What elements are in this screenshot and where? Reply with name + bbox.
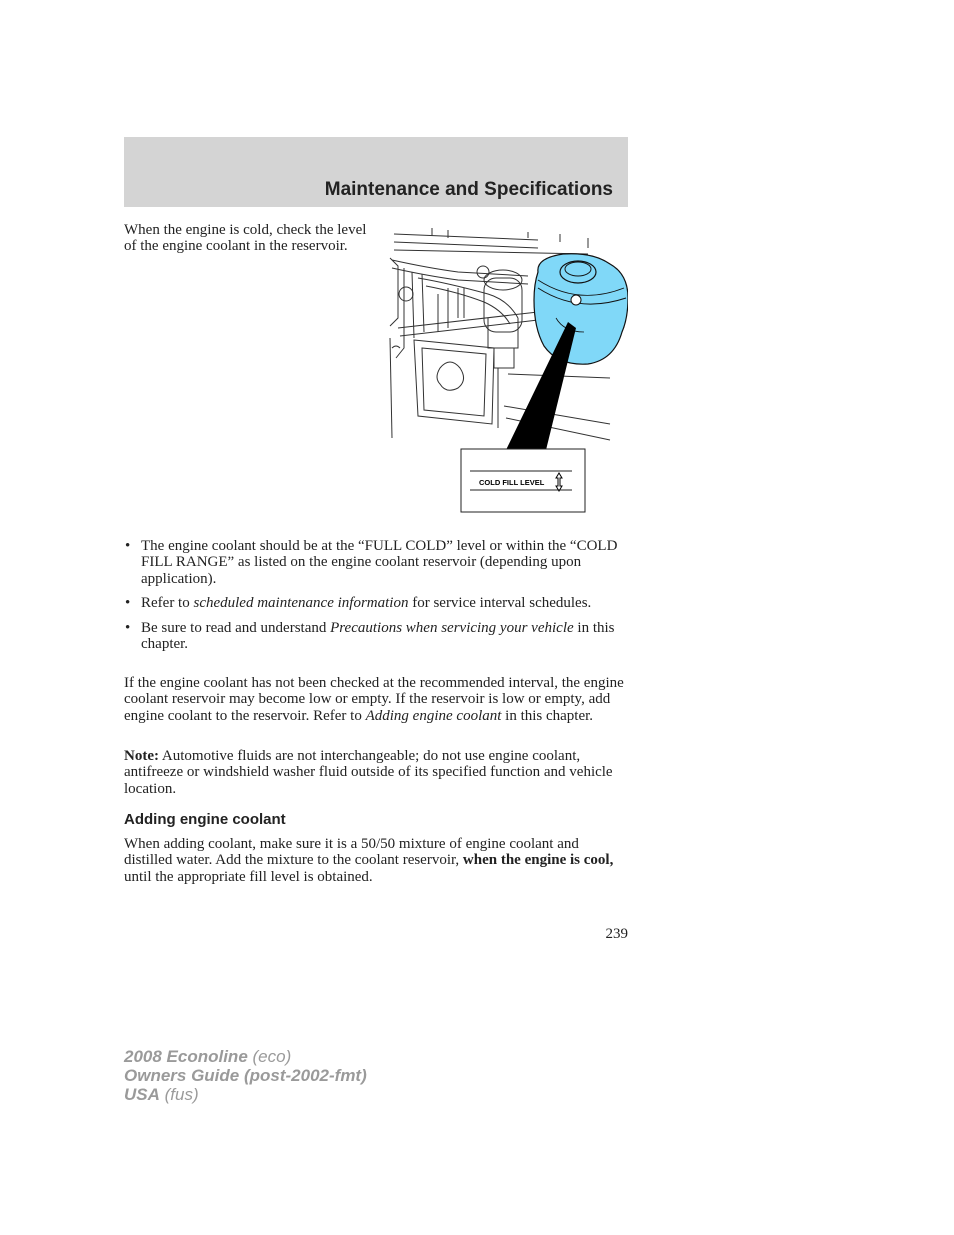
bold-emphasis: when the engine is cool, bbox=[462, 852, 614, 869]
bullet-dot: • bbox=[125, 619, 131, 636]
page-number: 239 bbox=[605, 926, 628, 942]
bullet-dot: • bbox=[125, 538, 131, 554]
paragraph-reservoir-low bbox=[124, 675, 628, 724]
list-item-text: in this chapter. bbox=[141, 619, 615, 653]
note-paragraph bbox=[124, 748, 628, 797]
paragraph-text: in this chapter. bbox=[501, 707, 594, 724]
footer-region-code: (fus) bbox=[159, 1085, 199, 1104]
paragraph-text: When adding coolant, make sure it is a 50/50 mixture of engine coolant and distilled water. Add the mixture to the coolant reservoir, bbox=[124, 836, 579, 869]
engine-diagram bbox=[388, 228, 628, 516]
cold-fill-level-callout bbox=[461, 449, 585, 512]
intro-text: When the engine is cold, check the level of the engine coolant in the reservoir. bbox=[124, 222, 367, 255]
footer-line-2 bbox=[124, 1066, 367, 1085]
list-item-text: Refer to bbox=[141, 595, 194, 612]
header-band bbox=[124, 137, 628, 207]
footer-guide: Owners Guide (post-2002-fmt) bbox=[124, 1066, 367, 1085]
italic-reference: Adding engine coolant bbox=[365, 707, 502, 724]
note-text: Automotive fluids are not interchangeable; do not use engine coolant, antifreeze or windshield washer fluid outside of its specified function and vehicle location. bbox=[124, 748, 613, 797]
italic-reference: Precautions when servicing your vehicle bbox=[330, 619, 574, 636]
note-label: Note: bbox=[124, 748, 159, 764]
paragraph-adding-coolant bbox=[124, 836, 628, 885]
paragraph-text: If the engine coolant has not been checked at the recommended interval, the engine coolant reservoir may become low or empty. If the reservoir is low or empty, add engine coolant to the reservoir. Refer to bbox=[124, 675, 624, 724]
list-item bbox=[124, 595, 628, 611]
footer-model: 2008 Econoline bbox=[124, 1047, 248, 1066]
italic-reference: scheduled maintenance information bbox=[193, 595, 409, 612]
bullet-list bbox=[124, 538, 628, 660]
coolant-reservoir-figure bbox=[388, 228, 628, 516]
cold-fill-level-label: COLD FILL LEVEL bbox=[479, 478, 545, 487]
footer-line-3 bbox=[124, 1085, 367, 1104]
footer bbox=[124, 1047, 367, 1104]
footer-region: USA bbox=[124, 1085, 160, 1104]
bullet-dot: • bbox=[125, 595, 131, 612]
list-item bbox=[124, 620, 628, 653]
footer-line-1 bbox=[124, 1047, 367, 1066]
page-title: Maintenance and Specifications bbox=[324, 179, 613, 200]
list-item bbox=[124, 538, 628, 587]
paragraph-text: until the appropriate fill level is obtained. bbox=[124, 868, 373, 885]
list-item-text: The engine coolant should be at the “FULL COLD” level or within the “COLD FILL RANGE” as listed on the engine coolant reservoir (depending upon application). bbox=[141, 538, 618, 587]
coolant-reservoir bbox=[534, 254, 628, 364]
list-item-text: for service interval schedules. bbox=[408, 595, 592, 612]
section-heading: Adding engine coolant bbox=[124, 811, 286, 828]
list-item-text: Be sure to read and understand bbox=[141, 619, 331, 636]
footer-model-code: (eco) bbox=[247, 1047, 292, 1066]
